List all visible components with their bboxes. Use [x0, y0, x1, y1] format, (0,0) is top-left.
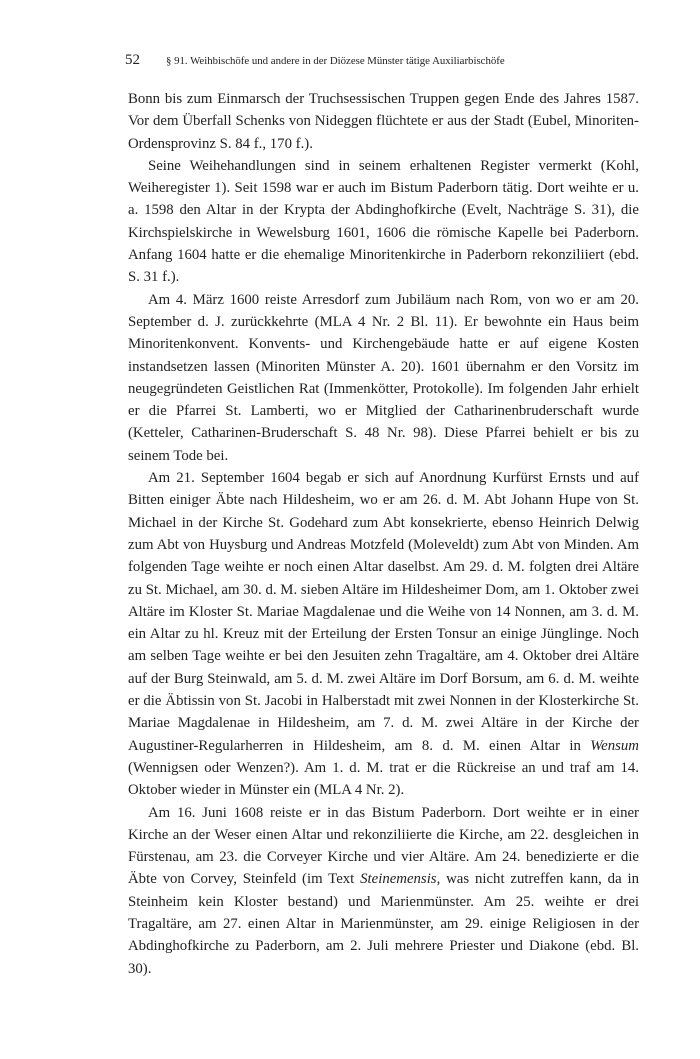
paragraph — [128, 88, 639, 155]
paragraph — [128, 802, 639, 980]
text-run: Bonn bis zum Einmarsch der Truchsessischen Truppen gegen Ende des Jahres 1587. Vor dem Überfall Schenks von Nideggen flüchtete er aus der Stadt (Eubel, Minoriten-Ordensprovinz S. 84 f., 170 f.). — [128, 91, 639, 152]
paragraph — [128, 155, 639, 289]
text-run: , was nicht zutreffen kann, da in Steinheim kein Kloster bestand) und Marienmünster. Am 25. weihte er drei Tragaltäre, am 27. einen Altar in Marienmünster, am 29. einige Religiosen in der Abdinghofkirche zu Paderborn, am 2. Juli mehrere Priester und Diakone (ebd. Bl. 30). — [128, 871, 639, 977]
italic-text: Steinemensis — [360, 871, 437, 888]
running-header — [125, 52, 625, 69]
page-number: 52 — [125, 52, 140, 68]
body-text — [128, 88, 639, 980]
text-run: Am 21. September 1604 begab er sich auf Anordnung Kurfürst Ernsts und auf Bitten einiger Äbte nach Hildesheim, wo er am 26. d. M. Abt Johann Hupe von St. Michael in der Kirche St. Godehard zum Abt konsekrierte, ebenso Heinrich Delwig zum Abt von Huysburg und Andreas Motzfeld (Moleveldt) zum Abt von Minden. Am folgenden Tage weihte er noch einen Altar daselbst. Am 29. d. M. folgten drei Altäre zu St. Michael, am 30. d. M. sieben Altäre im Hildesheimer Dom, am 1. Oktober zwei Altäre im Kloster St. Mariae Magdalenae und die Weihe von 14 Nonnen, am 3. d. M. ein Altar zu hl. Kreuz mit der Erteilung der Ersten Tonsur an einige Jünglinge. Noch am selben Tage weihte er bei den Jesuiten zehn Tragaltäre, am 4. Oktober drei Altäre auf der Burg Steinwald, am 5. d. M. zwei Altäre im Dorf Borsum, am 6. d. M. weihte er die Äbtissin von St. Jacobi in Halberstadt mit zwei Nonnen in der Klosterkirche St. Mariae Magdalenae in Hildesheim, am 7. d. M. zwei Altäre in der Kirche der Augustiner-Regularherren in Hildesheim, am 8. d. M. einen Altar in — [128, 470, 639, 754]
text-run: Seine Weihehandlungen sind in seinem erhaltenen Register vermerkt (Kohl, Weiheregister 1). Seit 1598 war er auch im Bistum Paderborn tätig. Dort weihte er u. a. 1598 den Altar in der Krypta der Abdinghofkirche (Evelt, Nachträge S. 31), die Kirchspielskirche in Wewelsburg 1601, 1606 die römische Kapelle bei Paderborn. Anfang 1604 hatte er die ehemalige Minoritenkirche in Paderborn rekonziliiert (ebd. S. 31 f.). — [128, 157, 639, 286]
text-run: Am 16. Juni 1608 reiste er in das Bistum Paderborn. Dort weihte er in einer Kirche an der Weser einen Altar und rekonziliierte die Kirche, am 22. desgleichen in Fürstenau, am 23. die Corveyer Kirche und vier Altäre. Am 24. benedizierte er die Äbte von Corvey, Steinfeld (im Text — [128, 804, 639, 888]
italic-text: Wensum — [590, 737, 639, 754]
paragraph — [128, 289, 639, 467]
text-run: Am 4. März 1600 reiste Arresdorf zum Jubiläum nach Rom, von wo er am 20. September d. J. zurückkehrte (MLA 4 Nr. 2 Bl. 11). Er bewohnte ein Haus beim Minoritenkonvent. Konvents- und Kirchengebäude hatte er auf eigene Kosten instandsetzen lassen (Minoriten Münster A. 20). 1601 übernahm er den Vorsitz im neugegründeten Geistlichen Rat (Immenkötter, Protokolle). Im folgenden Jahr erhielt er die Pfarrei St. Lamberti, wo er Mitglied der Catharinenbruderschaft wurde (Ketteler, Catharinen-Bruderschaft S. 48 Nr. 98). Diese Pfarrei behielt er bis zu seinem Tode bei. — [128, 291, 639, 464]
text-run: (Wennigsen oder Wenzen?). Am 1. d. M. trat er die Rückreise an und traf am 14. Oktober wieder in Münster ein (MLA 4 Nr. 2). — [128, 759, 639, 799]
paragraph — [128, 467, 639, 801]
running-title: § 91. Weihbischöfe und andere in der Diözese Münster tätige Auxiliarbischöfe — [166, 55, 505, 67]
